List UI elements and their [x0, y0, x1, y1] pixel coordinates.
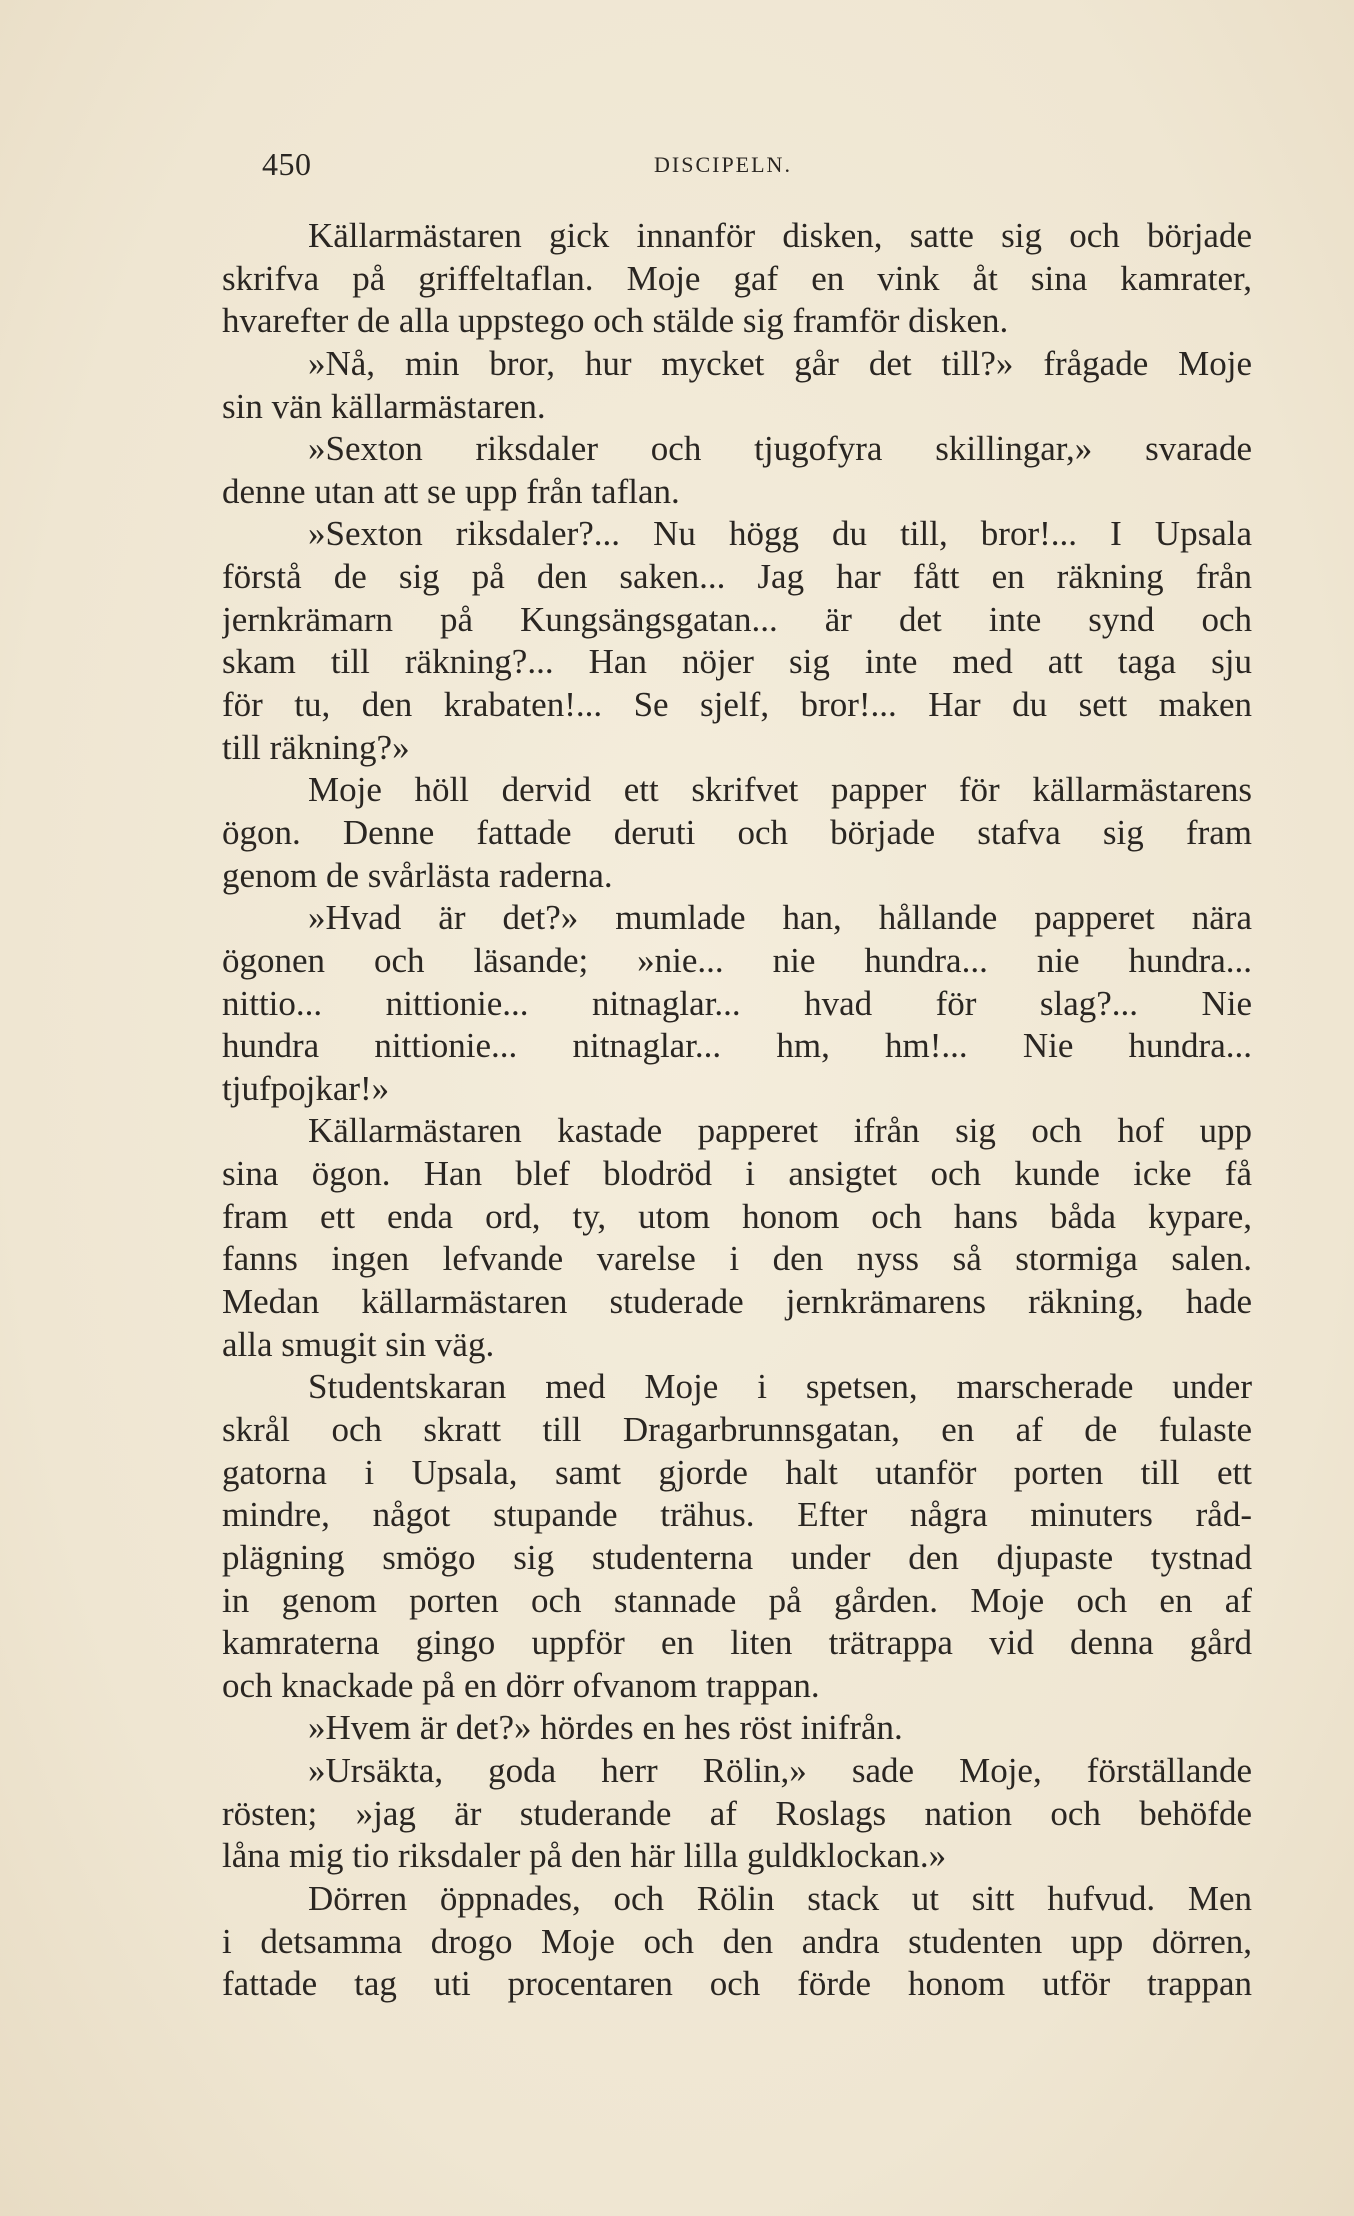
text-line: till räkning?»	[222, 727, 410, 767]
text-line: alla smugit sin väg.	[222, 1324, 495, 1364]
text-line: sina ögon. Han blef blodröd i ansigtet och kunde icke få	[222, 1154, 1252, 1194]
text-line: genom de svårlästa raderna.	[222, 855, 613, 895]
text-line: sin vän källarmästaren.	[222, 386, 546, 426]
text-line: ögon. Denne fattade deruti och började stafva sig fram	[222, 812, 1252, 852]
text-line: tjufpojkar!»	[222, 1068, 390, 1108]
text-line: »Hvem är det?» hördes en hes röst inifrån.	[308, 1708, 903, 1748]
text-line: ögonen och läsande; »nie... nie hundra... nie hundra...	[222, 940, 1252, 980]
text-line: för tu, den krabaten!... Se sjelf, bror!... Har du sett maken	[222, 685, 1252, 725]
text-line: Dörren öppnades, och Rölin stack ut sitt hufvud. Men	[308, 1878, 1252, 1918]
text-line: »Sexton riksdaler och tjugofyra skillingar,» svarade	[308, 429, 1252, 469]
body-text	[222, 215, 1252, 2006]
text-line: fanns ingen lefvande varelse i den nyss så stormiga salen.	[222, 1239, 1252, 1279]
text-line: nittio... nittionie... nitnaglar... hvad för slag?... Nie	[222, 983, 1252, 1023]
text-line: in genom porten och stannade på gården. Moje och en af	[222, 1580, 1252, 1620]
page-header	[262, 146, 862, 186]
page-number: 450	[262, 146, 312, 182]
text-line: »Sexton riksdaler?... Nu högg du till, bror!... I Upsala	[308, 514, 1252, 554]
text-line: fram ett enda ord, ty, utom honom och hans båda kypare,	[222, 1196, 1252, 1236]
text-line: Källarmästaren gick innanför disken, satte sig och började	[308, 216, 1252, 255]
text-line: i detsamma drogo Moje och den andra studenten upp dörren,	[222, 1921, 1252, 1961]
text-line: och knackade på en dörr ofvanom trappan.	[222, 1665, 820, 1705]
text-line: Källarmästaren kastade papperet ifrån sig och hof upp	[308, 1111, 1252, 1151]
text-line: Medan källarmästaren studerade jernkrämarens räkning, hade	[222, 1282, 1252, 1322]
text-line: kamraterna gingo uppför en liten trätrappa vid denna gård	[222, 1623, 1252, 1663]
text-line: hundra nittionie... nitnaglar... hm, hm!... Nie hundra...	[222, 1026, 1252, 1066]
text-line: låna mig tio riksdaler på den här lilla guldklockan.»	[222, 1836, 947, 1876]
text-line: skrål och skratt till Dragarbrunnsgatan, en af de fulaste	[222, 1409, 1252, 1449]
text-line: »Nå, min bror, hur mycket går det till?» frågade Moje	[308, 343, 1252, 383]
text-line: »Hvad är det?» mumlade han, hållande papperet nära	[308, 898, 1252, 938]
text-line: Moje höll dervid ett skrifvet papper för källarmästarens	[308, 770, 1252, 810]
text-line: »Ursäkta, goda herr Rölin,» sade Moje, förställande	[308, 1751, 1252, 1791]
text-line: plägning smögo sig studenterna under den djupaste tystnad	[222, 1537, 1252, 1577]
text-line: rösten; »jag är studerande af Roslags nation och behöfde	[222, 1793, 1252, 1833]
text-line: gatorna i Upsala, samt gjorde halt utanför porten till ett	[222, 1452, 1252, 1492]
text-line: skrifva på griffeltaflan. Moje gaf en vink åt sina kamrater,	[222, 258, 1252, 298]
text-line: jernkrämarn på Kungsängsgatan... är det inte synd och	[222, 599, 1252, 639]
running-head: DISCIPELN.	[654, 152, 792, 177]
text-line: förstå de sig på den saken... Jag har fått en räkning från	[222, 557, 1252, 597]
text-line: skam till räkning?... Han nöjer sig inte med att taga sju	[222, 642, 1252, 682]
text-line: denne utan att se upp från taflan.	[222, 471, 680, 511]
text-line: hvarefter de alla uppstego och stälde sig framför disken.	[222, 301, 1009, 341]
text-line: mindre, något stupande trähus. Efter några minuters råd-	[222, 1495, 1252, 1535]
text-line: Studentskaran med Moje i spetsen, marscherade under	[308, 1367, 1252, 1407]
text-line: fattade tag uti procentaren och förde honom utför trappan	[222, 1964, 1252, 2004]
